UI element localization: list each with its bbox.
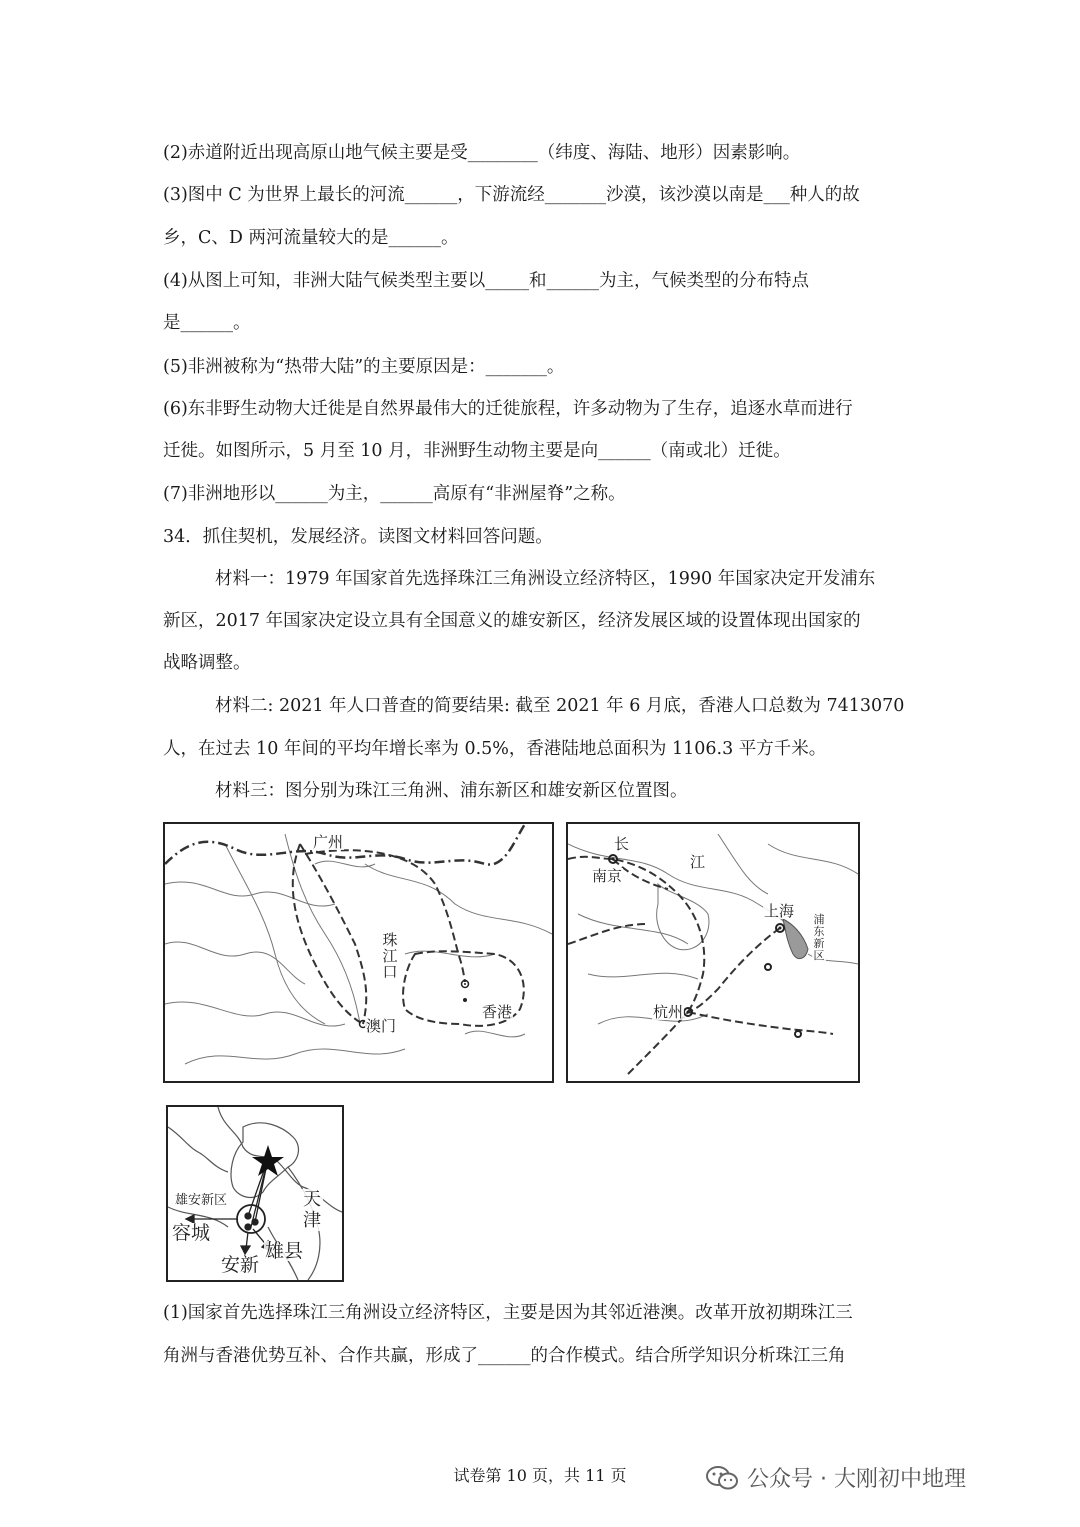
question-line: (2)赤道附近出现高原山地气候主要是受________（纬度、海陆、地形）因素影响。: [163, 143, 801, 163]
pearl-river-delta-map: [163, 822, 554, 1083]
map-label-nanjing: 南京: [592, 867, 623, 885]
page-footer: 试卷第 10 页，共 11 页: [453, 1466, 627, 1485]
wechat-icon: [705, 1465, 739, 1491]
question-line: (4)从图上可知，非洲大陆气候类型主要以_____和______为主，气候类型的分布特点: [163, 271, 810, 291]
pudong-map: [566, 822, 860, 1083]
watermark-text: 公众号 · 大刚初中地理: [747, 1467, 966, 1492]
material-line: 材料二: 2021 年人口普查的简要结果: 截至 2021 年 6 月底，香港人口总数为 7413070: [215, 696, 905, 716]
map-label-hangzhou: 杭州: [653, 1003, 684, 1021]
question-line: (7)非洲地形以______为主，______高原有“非洲屋脊”之称。: [163, 484, 626, 504]
material-line: 材料一：1979 年国家首先选择珠江三角洲设立经济特区，1990 年国家决定开发浦东: [215, 569, 876, 589]
map-label-chang: 长: [614, 835, 630, 853]
question-line: 迁徙。如图所示，5 月至 10 月，非洲野生动物主要是向______（南或北）迁徙。: [163, 441, 791, 461]
map-label-xianggang: 香港: [482, 1003, 513, 1021]
map-label-shanghai: 上海: [764, 902, 795, 920]
map-label-guangzhou: 广州: [313, 833, 344, 851]
question-heading: 34．抓住契机，发展经济。读图文材料回答问题。: [163, 527, 553, 547]
map-label-anxin: 安新: [221, 1254, 260, 1276]
material-line: 战略调整。: [163, 653, 251, 673]
map-label-jiang: 江: [690, 853, 706, 871]
map-label-aomen: 澳门: [366, 1017, 397, 1035]
question-line: (6)东非野生动物大迁徙是自然界最伟大的迁徙旅程，许多动物为了生存，追逐水草而进行: [163, 399, 853, 419]
map-label-zhujiangkou: 珠江口: [382, 931, 398, 981]
watermark: [705, 1462, 966, 1493]
question-line: 乡，C、D 两河流量较大的是______。: [163, 228, 459, 248]
question-line: 是______。: [163, 313, 251, 333]
xiongan-map: [166, 1105, 344, 1282]
material-line: 人，在过去 10 年间的平均年增长率为 0.5%，香港陆地总面积为 1106.3 平方千米。: [163, 739, 827, 759]
question-line: (3)图中 C 为世界上最长的河流______，下游流经_______沙漠，该沙漠以南是___种人的故: [163, 185, 860, 205]
question-line: 角洲与香港优势互补、合作共赢，形成了______的合作模式。结合所学知识分析珠江三角: [163, 1346, 846, 1366]
map-label-xiongxian: 雄县: [265, 1240, 304, 1262]
map-label-pudong: 浦东新区: [813, 913, 825, 962]
material-line: 材料三：图分别为珠江三角洲、浦东新区和雄安新区位置图。: [215, 781, 688, 801]
question-line: (1)国家首先选择珠江三角洲设立经济特区，主要是因为其邻近港澳。改革开放初期珠江三: [163, 1303, 853, 1323]
material-line: 新区，2017 年国家决定设立具有全国意义的雄安新区，经济发展区域的设置体现出国家的: [163, 611, 861, 631]
question-line: (5)非洲被称为“热带大陆”的主要原因是：_______。: [163, 357, 565, 377]
map-label-rongcheng: 容城: [172, 1222, 211, 1244]
map-label-tianjin: 天津: [303, 1189, 321, 1231]
map-label-xiongan: 雄安新区: [175, 1193, 228, 1208]
